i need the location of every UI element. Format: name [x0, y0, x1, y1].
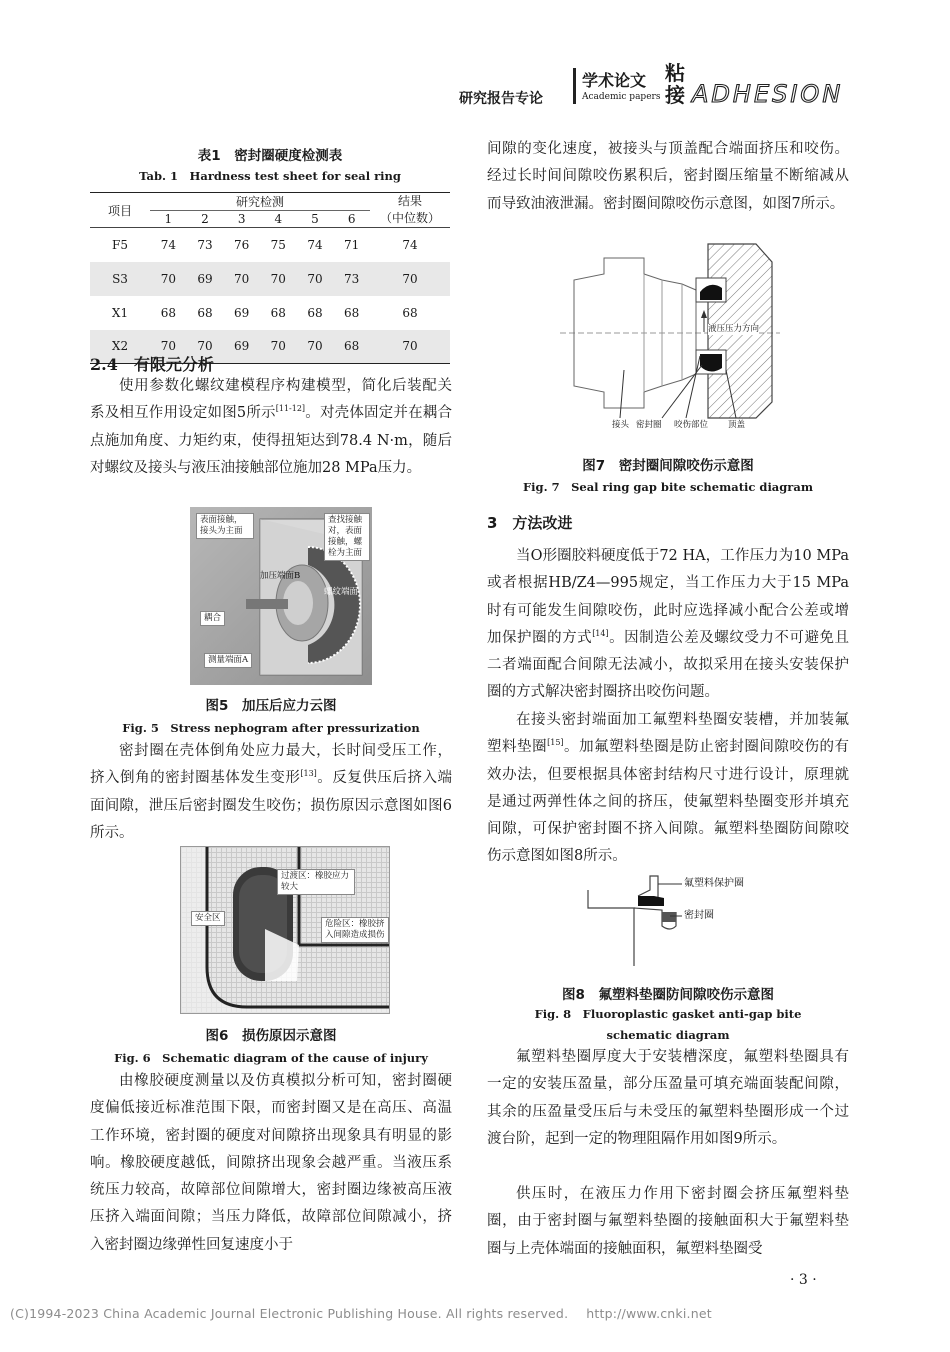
section-2-4-paragraph	[90, 373, 452, 482]
table-cell: 69	[187, 262, 224, 296]
section-3-title: 3 方法改进	[487, 514, 573, 532]
figure-8-caption-en-1: Fig. 8 Fluoroplastic gasket anti-gap bite	[534, 1007, 802, 1021]
figure-5-caption-cn: 图5 加压后应力云图	[205, 698, 337, 714]
fig5-label-contact-pair: 查找接触对，表面接触，螺栓为主面	[324, 513, 370, 561]
bite-mechanism-paragraph: 间隙的变化速度，被接头与顶盖配合端面挤压和咬伤。经过长时间间隙咬伤累积后，密封圈压缩量不断缩减从而导致油液泄漏。密封圈间隙咬伤示意图，如图7所示。	[487, 141, 849, 212]
citation: [15]	[547, 738, 564, 748]
cnki-url[interactable]: http://www.cnki.net	[586, 1306, 712, 1321]
table-head-result-2: （中位数）	[379, 211, 440, 225]
table-cell: 73	[197, 237, 213, 252]
fig8-label-seal-ring: 密封圈	[684, 910, 714, 921]
table-cell: 68	[197, 305, 213, 320]
para-text: 。加氟塑料垫圈是防止密封圈间隙咬伤的有效办法，但要根据具体密封结构尺寸进行设计，原理就是通过两弹性体之间的挤压，使氟塑料垫圈变形并填充间隙，可保护密封圈不挤入间隙。氟塑料垫圈防间隙咬伤示意图如图8所示。	[487, 739, 850, 865]
table-cell: 68	[160, 305, 176, 320]
fig7-label-joint: 接头	[612, 420, 630, 430]
table-cell: 70	[297, 262, 334, 296]
table-cell: 68	[307, 305, 323, 320]
header-divider	[573, 68, 576, 104]
table1-caption-en: Tab. 1 Hardness test sheet for seal ring	[139, 169, 401, 183]
table-row-name: S3	[90, 262, 150, 296]
table-sub-1: 1	[150, 211, 187, 228]
page-number: · 3 ·	[790, 1272, 817, 1288]
figure-8-image	[578, 872, 778, 966]
table-cell: 70	[187, 330, 224, 364]
gap-bite-diagram	[560, 240, 780, 440]
table-cell: 70	[260, 262, 297, 296]
fig6-label-danger-zone: 危险区：橡胶挤入间隙造成损伤	[321, 917, 389, 943]
fig5-label-thread-face: 螺纹端面	[324, 587, 359, 597]
table-sub-2: 2	[187, 211, 224, 228]
table-row	[90, 262, 450, 296]
table-cell: 70	[150, 330, 187, 364]
fig6-label-safe-zone: 安全区	[191, 911, 225, 926]
figure-6-image	[180, 846, 390, 1014]
table-head-item: 项目	[90, 193, 150, 228]
table-head-result-1: 结果	[397, 194, 422, 208]
para-text: 密封圈在壳体倒角处应力最大，长时间受压工作，挤入倒角的密封圈基体发生变形	[90, 743, 452, 787]
table-head-result	[370, 193, 450, 228]
para-text: 在接头密封端面加工氟塑料垫圈安装槽，并加装氟塑料垫圈	[487, 712, 849, 756]
table-cell: 68	[344, 305, 360, 320]
fig7-label-seal-ring: 密封圈	[636, 420, 662, 430]
table-cell: 69	[223, 330, 260, 364]
table-cell: 74	[307, 237, 323, 252]
journal-name-cn: 粘接	[665, 61, 685, 107]
para-text: 。因制造公差及螺纹受力不可避免且二者端面配合间隙无法减小，故拟采用在接头安装保护圈的方式解决密封圈挤出咬伤问题。	[487, 629, 850, 701]
table-cell-result: 70	[370, 330, 450, 364]
table-cell: 75	[270, 237, 286, 252]
table-row	[90, 228, 450, 262]
citation: [11-12]	[275, 404, 306, 414]
table-cell: 70	[260, 330, 297, 364]
table-cell: 73	[333, 262, 370, 296]
journal-logo: ADHESION	[692, 80, 844, 108]
fig7-label-bite-location: 咬伤部位	[674, 420, 709, 430]
section-3-paragraph-1	[487, 543, 849, 707]
section-2-4-title: 2.4 有限元分析	[90, 355, 214, 374]
table-cell: 68	[333, 330, 370, 364]
header-title-cn: 学术论文	[582, 71, 647, 90]
figure-5-image	[190, 507, 372, 685]
figure-7-caption-en: Fig. 7 Seal ring gap bite schematic diagram	[523, 480, 813, 494]
table-cell-result: 70	[370, 262, 450, 296]
figure-8-caption-en-2: schematic diagram	[606, 1028, 730, 1042]
fig5-label-surface-contact: 表面接触，接头为主面	[196, 513, 254, 539]
gasket-paragraph-2: 供压时，在液压力作用下密封圈会挤压氟塑料垫圈，由于密封圈与氟塑料垫圈的接触面积大于氟塑料垫圈与上壳体端面的接触面积，氟塑料垫圈受	[487, 1186, 849, 1257]
table-sub-3: 3	[223, 211, 260, 228]
para-text: 使用参数化螺纹建模程序构建模型，简化后装配关系及相互作用设定如图5所示	[90, 378, 452, 422]
figure-6-caption-en: Fig. 6 Schematic diagram of the cause of injury	[114, 1051, 428, 1065]
citation: [14]	[592, 629, 609, 639]
table-cell-result: 68	[402, 305, 418, 320]
copyright-text: (C)1994-2023 China Academic Journal Electronic Publishing House. All rights reserved.	[10, 1306, 569, 1321]
table-sub-4: 4	[260, 211, 297, 228]
table-cell: 76	[234, 237, 250, 252]
table-sub-6: 6	[333, 211, 370, 228]
figure-5-caption-en: Fig. 5 Stress nephogram after pressurization	[122, 721, 420, 735]
fig7-label-pressure-direction: 液压压力方向	[708, 324, 760, 334]
section-3-paragraph-2	[487, 707, 849, 871]
citation: [13]	[300, 769, 317, 779]
figure-7-image	[560, 240, 780, 440]
hardness-table	[90, 192, 450, 364]
table1-caption-cn: 表1 密封圈硬度检测表	[197, 148, 343, 164]
para-text: 。反复供压后挤入端面间隙，泄压后密封圈发生咬伤；损伤原因示意图如图6所示。	[90, 770, 453, 841]
table-head-group: 研究检测	[150, 193, 370, 211]
table-cell: 70	[223, 262, 260, 296]
table-cell: 68	[270, 305, 286, 320]
table-cell: 74	[160, 237, 176, 252]
table-cell-result: 74	[402, 237, 418, 252]
para-text: 。对壳体固定并在耦合点施加角度、力矩约束，使得扭矩达到78.4 N·m，随后对螺纹及接头与液压油接触部位施加28 MPa压力。	[90, 405, 452, 476]
table-row	[90, 296, 450, 330]
fig5-label-coupling: 耦合	[200, 611, 225, 626]
fig5-label-pressure-face: 加压端面B	[260, 571, 301, 581]
copyright-footer	[10, 1306, 712, 1321]
figure-8-caption-cn: 图8 氟塑料垫圈防间隙咬伤示意图	[562, 987, 774, 1003]
table-cell: 71	[344, 237, 360, 252]
fluoroplastic-gasket-diagram	[578, 872, 778, 966]
damage-cause-paragraph	[90, 738, 452, 847]
para-text: 当O形圈胶料硬度低于72 HA，工作压力为10 MPa或者根据HB/Z4—995规定，当工作压力大于15 MPa时有可能发生间隙咬伤，此时应选择减小配合公差或增加保护圈的方式	[487, 548, 849, 646]
table-row-name: X1	[111, 305, 129, 320]
table-sub-5: 5	[297, 211, 334, 228]
figure-6-caption-cn: 图6 损伤原因示意图	[205, 1028, 337, 1044]
table-row-name: F5	[112, 237, 128, 252]
fig7-label-top-cover: 顶盖	[728, 420, 746, 430]
figure-7-caption-cn: 图7 密封圈间隙咬伤示意图	[582, 458, 754, 474]
fig8-label-guard-ring: 氟塑料保护圈	[684, 878, 744, 889]
fig6-label-transition-zone: 过渡区：橡胶应力较大	[277, 869, 355, 895]
gasket-paragraph-1: 氟塑料垫圈厚度大于安装槽深度，氟塑料垫圈具有一定的安装压盈量，部分压盈量可填充端面装配间隙，其余的压盈量受压后与未受压的氟塑料垫圈形成一个过渡台阶，起到一定的物理阻隔作用如图9所示。	[487, 1049, 849, 1147]
fig5-label-measure-face: 测量端面A	[204, 653, 252, 668]
analysis-paragraph: 由橡胶硬度测量以及仿真模拟分析可知，密封圈硬度偏低接近标准范围下限，而密封圈又是在高压、高温工作环境，密封圈的硬度对间隙挤出现象具有明显的影响。橡胶硬度越低，间隙挤出现象会越严重。当液压系统压力较高，故障部位间隙增大，密封圈边缘被高压液压挤入端面间隙；当压力降低，故障部位间隙减小，挤入密封圈边缘弹性回复速度小于	[90, 1073, 452, 1253]
table-cell: 70	[150, 262, 187, 296]
header-title-en: Academic papers	[582, 92, 661, 102]
table-row-name: X2	[90, 330, 150, 364]
table-cell: 69	[234, 305, 250, 320]
table-cell: 70	[297, 330, 334, 364]
header-section: 研究报告专论	[459, 91, 543, 107]
